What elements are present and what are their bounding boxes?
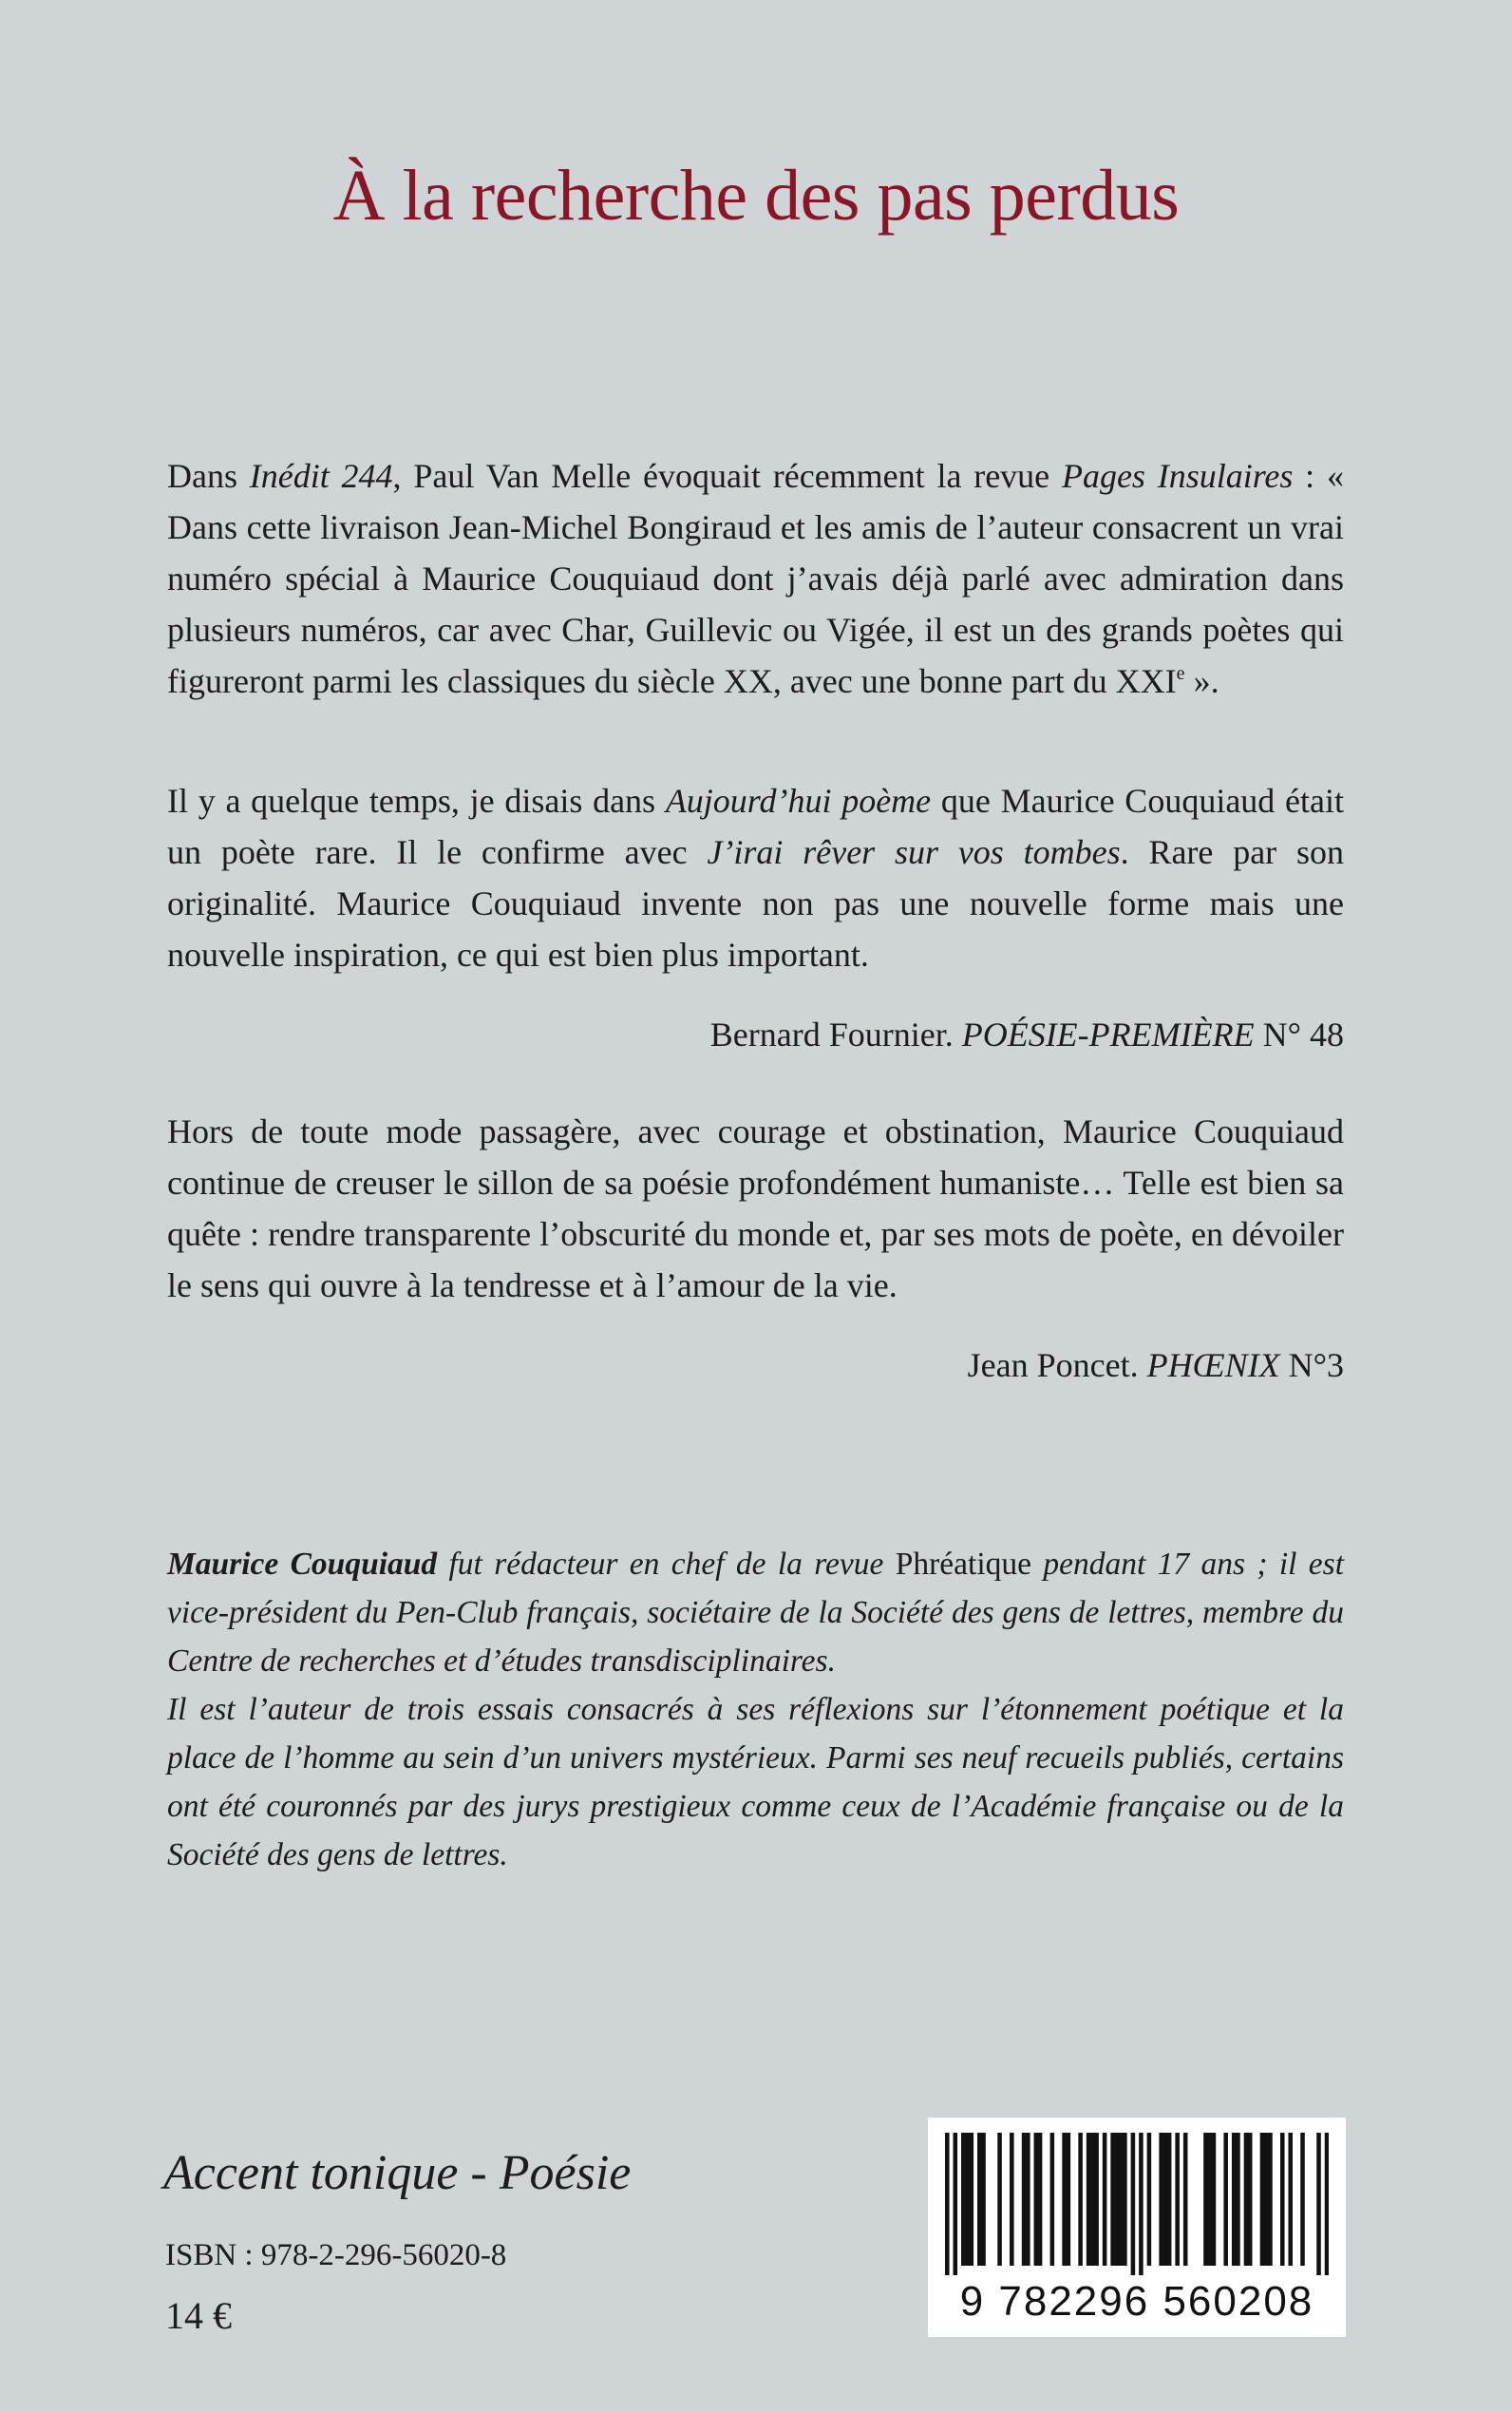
barcode-bar bbox=[1288, 2133, 1293, 2266]
text-run: , Paul Van Melle évoquait récemment la revue bbox=[392, 457, 1062, 495]
barcode-bar bbox=[1280, 2133, 1285, 2266]
text-run: . Rare par son originalité. Maurice Couquiaud invente non pas une nouvelle forme mais une nouvelle inspiration, ce qui est bien plus important. bbox=[167, 833, 1344, 974]
signature-issue: N°3 bbox=[1279, 1346, 1344, 1384]
barcode-bar bbox=[1223, 2133, 1228, 2266]
author-biography bbox=[167, 1540, 1344, 1879]
barcode-bar bbox=[1167, 2133, 1172, 2266]
barcode-bar bbox=[961, 2133, 966, 2266]
barcode-bar bbox=[1139, 2133, 1143, 2275]
barcode-bar bbox=[977, 2133, 982, 2266]
barcode-bar bbox=[1067, 2133, 1071, 2266]
barcode-bars bbox=[945, 2133, 1329, 2275]
barcode-bar bbox=[1022, 2133, 1027, 2266]
text-run: ». bbox=[1184, 662, 1219, 700]
barcode-bar bbox=[1103, 2133, 1107, 2266]
barcode-bar bbox=[1268, 2133, 1273, 2266]
barcode-bar bbox=[965, 2133, 970, 2266]
signature-author: Jean Poncet. bbox=[967, 1346, 1147, 1384]
barcode-bar bbox=[1183, 2133, 1188, 2266]
book-name: J’irai rêver sur vos tombes bbox=[707, 833, 1121, 871]
barcode-bar bbox=[1236, 2133, 1240, 2266]
bio-paragraph-1 bbox=[167, 1540, 1344, 1685]
barcode-bar bbox=[1232, 2133, 1237, 2266]
review-paragraph: Hors de toute mode passagère, avec courage et obstination, Maurice Couquiaud continue de creuser le sillon de sa poésie profondément humaniste… Telle est bien sa quête : rendre transparente l’obscurité du monde et, par ses mots de poète, en dévoiler le sens qui ouvre à la tendresse et à l’amour de la vie. bbox=[167, 1112, 1344, 1304]
text-run: pendant 17 ans ; il est vice-président du Pen-Club français, sociétaire de la Société des gens de lettres, membre du Centre de recherches et d’études transdisciplinaires. bbox=[167, 1547, 1345, 1679]
barcode bbox=[928, 2118, 1346, 2337]
barcode-bar bbox=[1147, 2133, 1152, 2266]
barcode-bar bbox=[1325, 2133, 1329, 2275]
barcode-number: 9 782296 560208 bbox=[959, 2278, 1314, 2325]
review-signature bbox=[167, 1009, 1344, 1060]
barcode-bar bbox=[1010, 2133, 1014, 2266]
review-signature bbox=[167, 1339, 1344, 1391]
barcode-bar bbox=[1207, 2133, 1212, 2266]
barcode-bar bbox=[1203, 2133, 1208, 2266]
barcode-bar bbox=[1050, 2133, 1055, 2266]
barcode-bar bbox=[1026, 2133, 1030, 2266]
isbn: ISBN : 978-2-296-56020-8 bbox=[165, 2238, 507, 2272]
barcode-bar bbox=[1038, 2133, 1043, 2266]
bio-paragraph-2: Il est l’auteur de trois essais consacrés à ses réflexions sur l’étonnement poétique et la place de l’homme au sein d’un univers mystérieux. Parmi ses neuf recueils publiés, certains ont été couronnés par des jurys prestigieux comme ceux de l’Académie française ou de la Société des gens de lettres. bbox=[167, 1692, 1344, 1872]
barcode-bar bbox=[1087, 2133, 1091, 2266]
barcode-bar bbox=[981, 2133, 986, 2266]
barcode-bar bbox=[1212, 2133, 1217, 2266]
superscript: e bbox=[1176, 663, 1185, 684]
signature-journal: POÉSIE-PREMIÈRE bbox=[961, 1016, 1255, 1054]
publication-name: Pages Insulaires bbox=[1061, 457, 1294, 495]
review-quote-2 bbox=[167, 775, 1344, 1060]
barcode-bar bbox=[1062, 2133, 1067, 2266]
barcode-bar bbox=[1115, 2133, 1120, 2266]
barcode-bar bbox=[1131, 2133, 1136, 2275]
barcode-bar bbox=[1078, 2133, 1083, 2266]
barcode-bar bbox=[1034, 2133, 1039, 2266]
price: 14 € bbox=[165, 2294, 232, 2337]
text-run: fut rédacteur en chef de la revue bbox=[437, 1547, 896, 1582]
barcode-bar bbox=[1260, 2133, 1265, 2266]
text-run: Dans bbox=[167, 457, 250, 495]
barcode-bar bbox=[1244, 2133, 1249, 2266]
publication-name: Aujourd’hui poème bbox=[665, 782, 932, 820]
review-paragraph bbox=[167, 450, 1344, 707]
barcode-bar bbox=[1248, 2133, 1253, 2266]
signature-author: Bernard Fournier. bbox=[709, 1016, 962, 1054]
barcode-bar bbox=[1300, 2133, 1305, 2266]
author-name: Maurice Couquiaud bbox=[167, 1547, 438, 1582]
review-paragraph bbox=[167, 775, 1344, 980]
barcode-bar bbox=[1163, 2133, 1168, 2266]
barcode-bar bbox=[954, 2133, 958, 2275]
barcode-bar bbox=[1316, 2133, 1321, 2275]
book-title: À la recherche des pas perdus bbox=[332, 156, 1180, 236]
barcode-bar bbox=[945, 2133, 950, 2275]
collection-name: Accent tonique - Poésie bbox=[163, 2146, 632, 2200]
barcode-bar bbox=[1264, 2133, 1269, 2266]
text-run: Il y a quelque temps, je disais dans bbox=[167, 782, 666, 820]
text-run: : « Dans cette livraison Jean-Michel Bongiraud et les amis de l’auteur consacrent un vrai numéro spécial à Maurice Couquiaud dont j’avais déjà parlé avec admiration dans plusieurs numéros, car avec Char, Guillevic ou Vigée, il est un des grands poètes qui figureront parmi les classiques du siècle XX, avec une bonne part du XXI bbox=[167, 457, 1344, 700]
review-quote-1 bbox=[167, 450, 1344, 707]
barcode-bar bbox=[1123, 2133, 1127, 2266]
review-name: Phréatique bbox=[895, 1547, 1031, 1582]
barcode-bar bbox=[1159, 2133, 1163, 2266]
barcode-bar bbox=[997, 2133, 1002, 2266]
review-quote-3 bbox=[167, 1106, 1344, 1391]
signature-issue: N° 48 bbox=[1254, 1016, 1344, 1054]
publication-name: Inédit 244 bbox=[249, 457, 393, 495]
barcode-bar bbox=[1110, 2133, 1115, 2266]
barcode-bar bbox=[1119, 2133, 1124, 2266]
text-run: que Maurice Couquiaud était un poète rare. Il le confirme avec bbox=[167, 782, 1344, 871]
barcode-bar bbox=[970, 2133, 974, 2266]
barcode-bar bbox=[1094, 2133, 1099, 2266]
barcode-bar bbox=[1090, 2133, 1095, 2266]
signature-journal: PHŒNIX bbox=[1146, 1346, 1280, 1384]
barcode-bar bbox=[1175, 2133, 1180, 2266]
